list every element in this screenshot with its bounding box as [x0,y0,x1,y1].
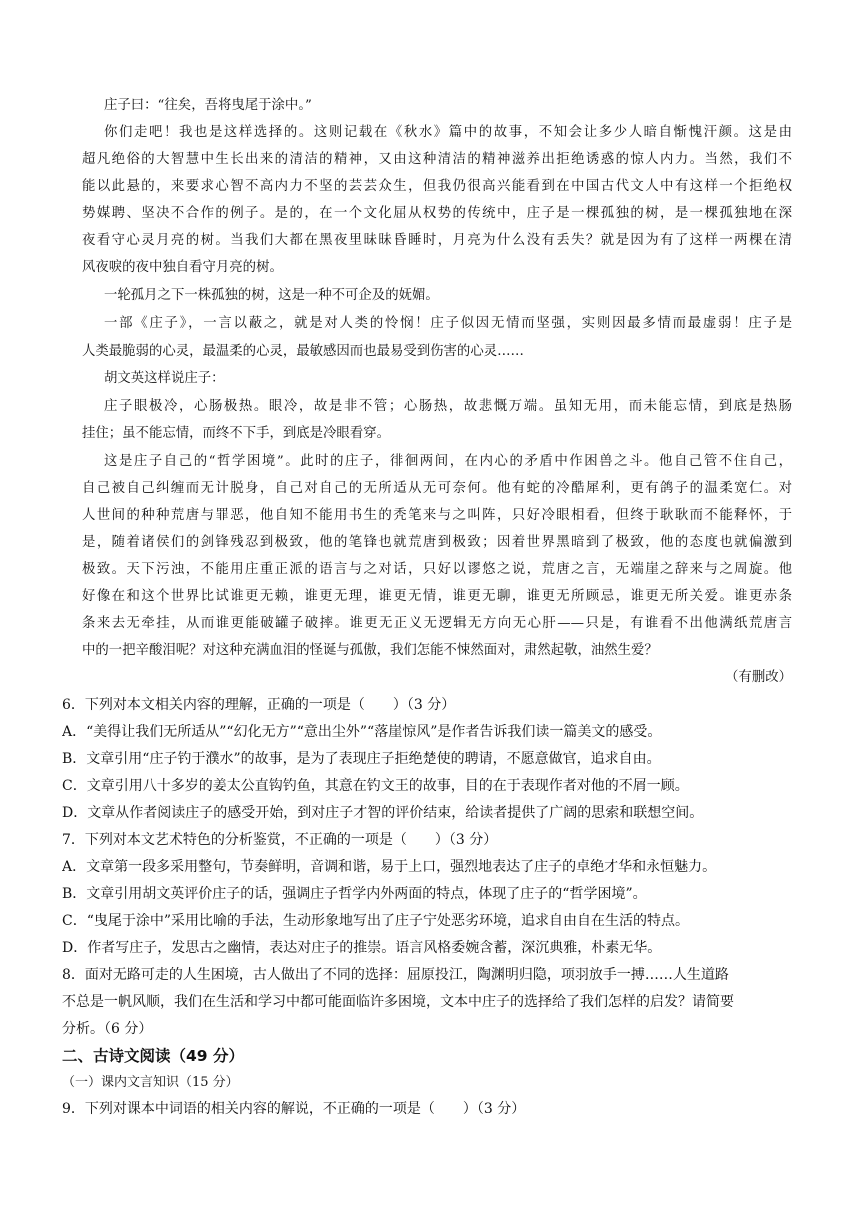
passage-line: 极致。天下污浊，不能用庄重正派的语言与之对话，只好以谬悠之说，荒唐之言，无端崖之辞来与之周旋。他 [82,562,792,577]
passage-line: 一部《庄子》，一言以蔽之，就是对人类的怜悯！庄子似因无情而坚强，实则因最多情而最虚弱！庄子是 [104,316,792,331]
question-7: 7．下列对本文艺术特色的分析鉴赏，不正确的一项是（ ）（3 分） [62,832,498,848]
question-8-line-3: 分析。（6 分） [62,1021,153,1037]
passage-line: 风夜唳的夜中独自看守月亮的树。 [82,260,283,275]
passage-line: 势媒聘、坚决不合作的例子。是的，在一个文化屈从权势的传统中，庄子是一棵孤独的树，是一棵孤独地在深 [82,206,792,221]
passage-line: 一轮孤月之下一株孤独的树，这是一种不可企及的妩媚。 [104,288,439,303]
passage-line: 是，随着诸侯们的剑锋残忍到极致，他的笔锋也就荒唐到极致；因着世界黑暗到了极致，他的态度也就偏激到 [82,535,792,550]
question-8: 8．面对无路可走的人生困境，古人做出了不同的选择：屈原投江，陶渊明归隐，项羽放手一搏……人生道路 [62,967,729,983]
passage-line: 庄子眼极冷，心肠极热。眼冷，故是非不管；心肠热，故悲慨万端。虽知无用，而未能忘情，到底是热肠 [104,399,792,414]
passage-line: 人世间的种种荒唐与罪恶，他自知不能用书生的秃笔来与之叫阵，只好冷眼相看，但终于耿耿而不能释怀，于 [82,508,792,523]
section-heading: 二、古诗文阅读（49 分） [62,1047,244,1065]
source-note: （有删改） [725,670,792,685]
passage-line: 好像在和这个世界比试谁更无赖，谁更无理，谁更无情，谁更无聊，谁更无所顾忌，谁更无所关爱。谁更赤条 [82,589,792,604]
passage-line: 自己被自己纠缠而无计脱身，自己对自己的无所适从无可奈何。他有蛇的冷酷犀利，更有鸽子的温柔宽仁。对 [82,481,792,496]
passage-line: 挂住；虽不能忘情，而终不下手，到底是冷眼看穿。 [82,426,390,441]
question-8-line-2: 不总是一帆风顺，我们在生活和学习中都可能面临许多困境，文本中庄子的选择给了我们怎样的启发？请简要 [62,994,734,1010]
passage-line: 超凡绝俗的大智慧中生长出来的清洁的精神，又由这种清洁的精神滋养出拒绝诱惑的惊人内力。当然，我们不 [82,152,792,167]
passage-line: 能以此悬的，来要求心智不高内力不坚的芸芸众生，但我仍很高兴能看到在中国古代文人中有这样一个拒绝权 [82,179,792,194]
question-6: 6．下列对本文相关内容的理解，正确的一项是（ ）（3 分） [62,697,456,713]
passage-line: 人类最脆弱的心灵，最温柔的心灵，最敏感因而也最易受到伤害的心灵…… [82,344,524,359]
question-6-option-c: C．文章引用八十多岁的姜太公直钩钓鱼，其意在钓文王的故事，目的在于表现作者对他的不屑一顾。 [62,778,689,794]
question-6-option-d: D．文章从作者阅读庄子的感受开始，到对庄子才智的评价结束，给读者提供了广阔的思索和联想空间。 [62,805,704,821]
passage-line: 条来去无牵挂，从而谁更能破罐子破摔。谁更无正义无逻辑无方向无心肝——只是，有谁看不出他满纸荒唐言 [82,616,792,631]
passage-line: 你们走吧！我也是这样选择的。这则记载在《秋水》篇中的故事，不知会让多少人暗自惭愧汗颜。这是由 [104,125,792,140]
passage-line: 庄子曰：“往矣，吾将曳尾于涂中。” [104,98,312,113]
question-7-option-b: B．文章引用胡文英评价庄子的话，强调庄子哲学内外两面的特点，体现了庄子的“哲学困境”。 [62,886,647,902]
passage-line: 这是庄子自己的“哲学困境”。此时的庄子，徘徊两间，在内心的矛盾中作困兽之斗。他自己管不住自己， [104,454,792,469]
section-subheading: （一）课内文言知识（15 分） [62,1075,239,1090]
question-6-option-a: A．“美得让我们无所适从”“幻化无方”“意出尘外”“落崖惊风”是作者告诉我们读一篇美文的感受。 [62,724,662,740]
passage-line: 夜看守心灵月亮的树。当我们大都在黑夜里昧昧昏睡时，月亮为什么没有丢失？就是因为有了这样一两棵在清 [82,233,792,248]
question-7-option-a: A．文章第一段多采用整句，节奏鲜明，音调和谐，易于上口，强烈地表达了庄子的卓绝才华和永恒魅力。 [62,859,717,875]
question-7-option-d: D．作者写庄子，发思古之幽情，表达对庄子的推崇。语言风格委婉含蓄，深沉典雅，朴素无华。 [62,940,662,956]
passage-line: 胡文英这样说庄子： [104,371,225,386]
question-7-option-c: C．“曳尾于涂中”采用比喻的手法，生动形象地写出了庄子宁处恶劣环境，追求自由自在生活的特点。 [62,913,690,929]
question-9: 9．下列对课本中词语的相关内容的解说，不正确的一项是（ ）（3 分） [62,1101,526,1117]
question-6-option-b: B．文章引用“庄子钓于濮水”的故事，是为了表现庄子拒绝楚使的聘请，不愿意做官，追求自由。 [62,751,661,767]
passage-line: 中的一把辛酸泪呢？对这种充满血泪的怪诞与孤傲，我们怎能不悚然面对，肃然起敬，油然生爱？ [82,643,658,658]
